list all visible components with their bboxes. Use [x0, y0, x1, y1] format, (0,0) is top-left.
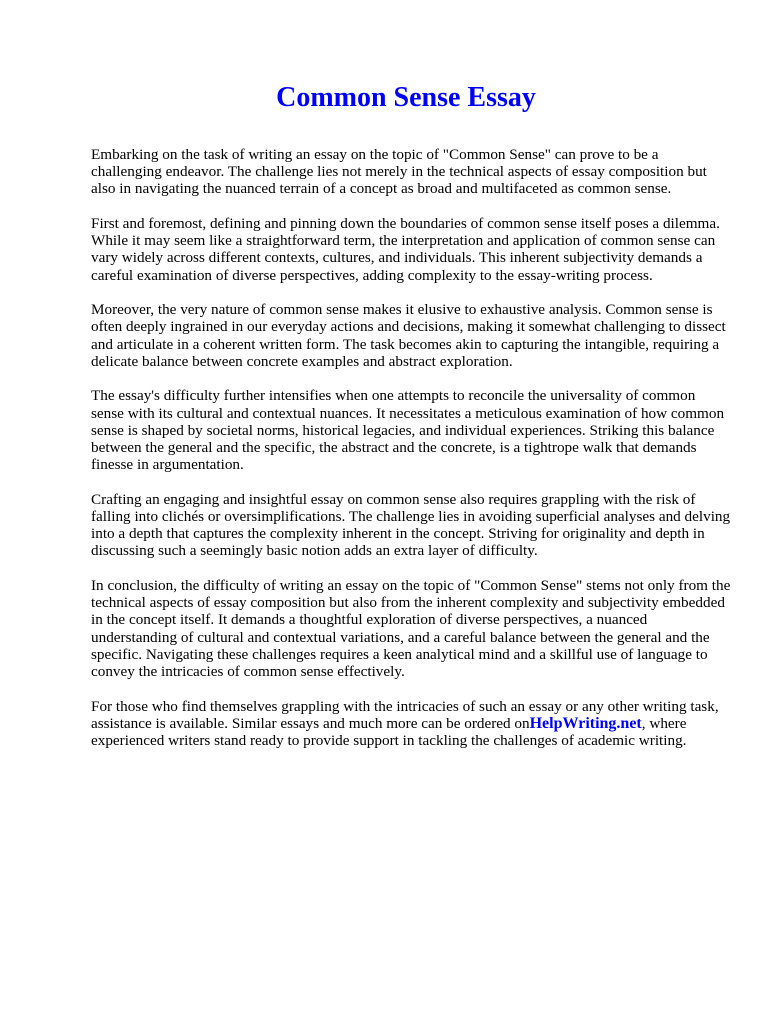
paragraph-defining: First and foremost, defining and pinning down the boundaries of common sense itself poses a dilemma. While it may seem like a straightforward term, the interpretation and application of common sense can vary widely across different contexts, cultures, and individuals. This inherent subjectivity demands a careful examination of diverse perspectives, adding complexity to the essay-writing process.: [91, 215, 720, 284]
paragraph-intro: Embarking on the task of writing an essay on the topic of "Common Sense" can prove to be a challenging endeavor. The challenge lies not merely in the technical aspects of essay composition but also in navigating the nuanced terrain of a concept as broad and multifaceted as common sense.: [91, 146, 707, 198]
page-title: Common Sense Essay: [276, 82, 536, 113]
paragraph-conclusion: In conclusion, the difficulty of writing an essay on the topic of "Common Sense" stems not only from the technical aspects of essay composition but also from the inherent complexity and subjectivity embedded in the concept itself. It demands a thoughtful exploration of diverse perspectives, a nuanced understanding of cultural and contextual variations, and a careful balance between the general and the specific. Navigating these challenges requires a keen analytical mind and a skillful use of language to convey the intricacies of common sense effectively.: [91, 577, 731, 681]
essay-body: [91, 146, 731, 767]
assistance-text-after: , where experienced writers stand ready to provide support in tackling the challenges of academic writing.: [91, 714, 687, 750]
paragraph-crafting: Crafting an engaging and insightful essay on common sense also requires grappling with the risk of falling into clichés or oversimplifications. The challenge lies in avoiding superficial analyses and delving into a depth that captures the complexity inherent in the concept. Striving for originality and depth in discussing such a seemingly basic notion adds an extra layer of difficulty.: [91, 490, 731, 560]
helpwriting-link[interactable]: HelpWriting.net: [529, 714, 642, 732]
paragraph-nature: Moreover, the very nature of common sense makes it elusive to exhaustive analysis. Common sense is often deeply ingrained in our everyday actions and decisions, making it somewhat challenging to dissect and articulate in a coherent written form. The task becomes akin to capturing the intangible, requiring a delicate balance between concrete examples and abstract exploration.: [91, 301, 726, 370]
assistance-text-before: For those who find themselves grappling with the intricacies of such an essay or any other writing task, assistance is available. Similar essays and much more can be ordered on: [91, 697, 719, 732]
paragraph-universality: The essay's difficulty further intensifies when one attempts to reconcile the universality of common sense with its cultural and contextual nuances. It necessitates a meticulous examination of how common sense is shaped by societal norms, historical legacies, and individual experiences. Striking this balance between the general and the specific, the abstract and the concrete, is a tightrope walk that demands finesse in argumentation.: [91, 387, 725, 474]
paragraph-assistance: [91, 698, 731, 750]
